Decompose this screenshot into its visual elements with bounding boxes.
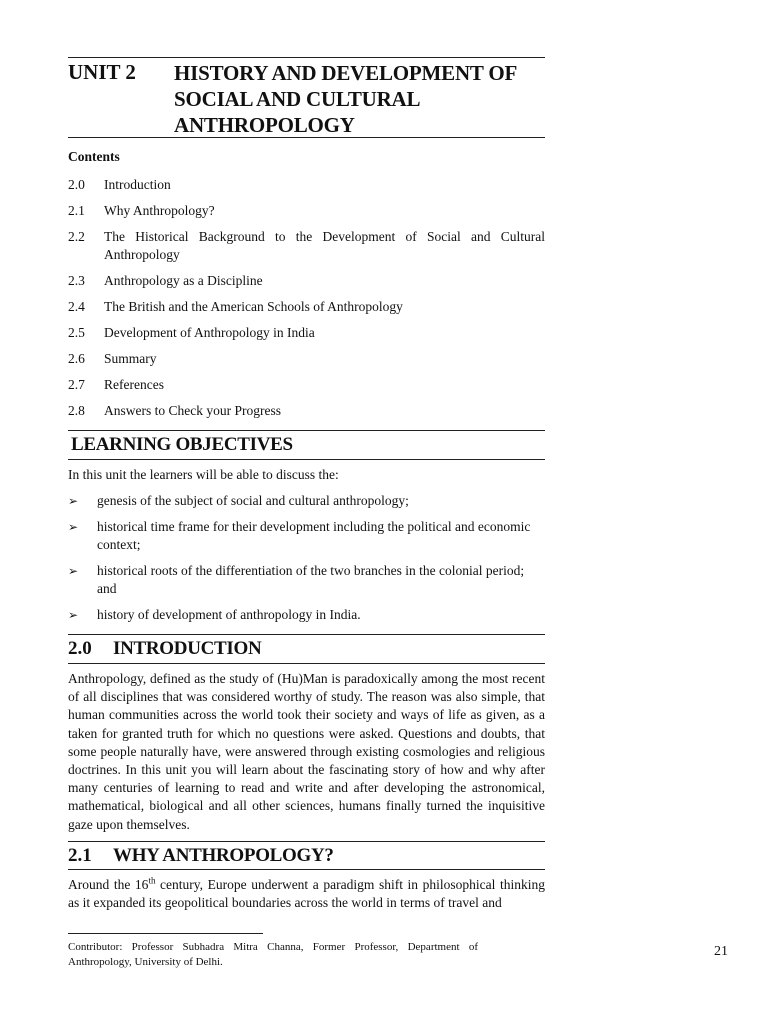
objectives-intro: In this unit the learners will be able to discuss the:: [68, 467, 339, 482]
unit-title: HISTORY AND DEVELOPMENT OF SOCIAL AND CULTURAL ANTHROPOLOGY: [174, 61, 517, 137]
toc-item-number: 2.7: [68, 377, 85, 392]
toc-item-number: 2.0: [68, 177, 85, 192]
toc-item-number: 2.4: [68, 299, 85, 314]
contributor-footnote: Contributor: Professor Subhadra Mitra Channa, Former Professor, Department of Anthropology, University of Delhi.: [68, 941, 478, 968]
arrow-bullet-icon: ➢: [68, 564, 79, 578]
toc-item-text: The British and the American Schools of Anthropology: [104, 299, 403, 314]
intro-paragraph: Anthropology, defined as the study of (Hu)Man is paradoxically among the most recent of all disciplines that was considered worthy of study. The reason was also simple, that human communities across the world took their society and ways of life as given, as a taken for granted truth for which no questions were asked. Questions and doubts, that some people naturally have, were answered through existing cosmologies and religious doctrines. In this unit you will learn about the fascinating story of how and why after many centuries of learning to read and write and after developing the astronomical, mathematical, biological and all other sciences, humans finally turned the inquisitive gaze upon themselves.: [68, 671, 545, 832]
objective-text: genesis of the subject of social and cultural anthropology;: [97, 493, 409, 508]
why-heading: WHY ANTHROPOLOGY?: [113, 845, 334, 866]
why-paragraph-superscript: th: [148, 875, 156, 886]
toc-item-number: 2.5: [68, 325, 85, 340]
why-section-number: 2.1: [68, 845, 92, 866]
unit-label: UNIT 2: [68, 60, 136, 84]
toc-item-text: Introduction: [104, 177, 171, 192]
objectives-heading: LEARNING OBJECTIVES: [71, 434, 293, 455]
toc-item-number: 2.8: [68, 403, 85, 418]
toc-item-text: Summary: [104, 351, 157, 366]
intro-heading: INTRODUCTION: [113, 638, 262, 659]
arrow-bullet-icon: ➢: [68, 608, 79, 622]
toc-item-number: 2.3: [68, 273, 85, 288]
objective-text: historical time frame for their development including the political and economic context;: [97, 519, 531, 552]
why-top-rule: [68, 841, 545, 842]
objective-text: historical roots of the differentiation of the two branches in the colonial period; and: [97, 563, 525, 596]
toc-item-text: Development of Anthropology in India: [104, 325, 315, 340]
why-paragraph-start: Around the 16: [68, 877, 149, 892]
contents-heading: Contents: [68, 149, 120, 164]
intro-top-rule: [68, 634, 545, 635]
toc-item-number: 2.1: [68, 203, 85, 218]
footnote-rule: [68, 933, 263, 934]
page-number: 21: [714, 944, 728, 959]
arrow-bullet-icon: ➢: [68, 520, 79, 534]
toc-item-text: The Historical Background to the Development of Social and Cultural Anthropology: [104, 229, 545, 262]
why-paragraph-rest: century, Europe underwent a paradigm shift in philosophical thinking as it expanded its geopolitical boundaries across the world in terms of travel and: [68, 877, 545, 911]
objective-text: history of development of anthropology in India.: [97, 607, 361, 622]
objectives-top-rule: [68, 430, 545, 431]
why-paragraph: [68, 876, 545, 912]
unit-heading-bottom-rule: [68, 137, 545, 138]
intro-bottom-rule: [68, 663, 545, 664]
intro-section-number: 2.0: [68, 638, 92, 659]
toc-item-text: Answers to Check your Progress: [104, 403, 281, 418]
arrow-bullet-icon: ➢: [68, 494, 79, 508]
toc-item-text: Anthropology as a Discipline: [104, 273, 263, 288]
top-rule: [68, 57, 545, 58]
toc-item-text: Why Anthropology?: [104, 203, 215, 218]
why-bottom-rule: [68, 869, 545, 870]
toc-item-text: References: [104, 377, 164, 392]
toc-item-number: 2.2: [68, 229, 85, 244]
toc-item-number: 2.6: [68, 351, 85, 366]
objectives-bottom-rule: [68, 459, 545, 460]
